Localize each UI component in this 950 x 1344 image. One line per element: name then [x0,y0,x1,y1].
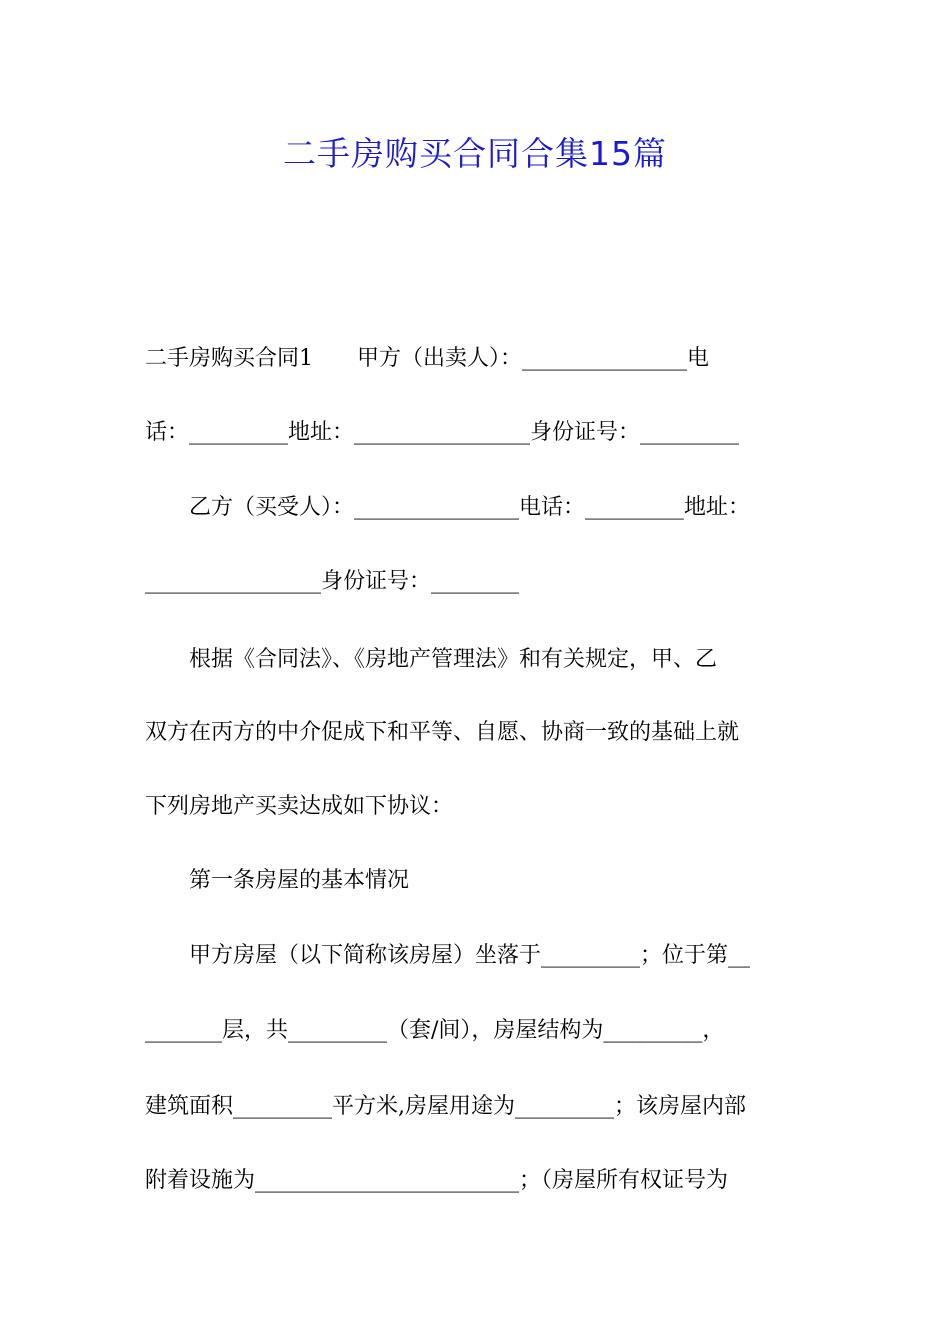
document-title: 二手房购买合同合集15篇 [283,134,667,173]
text-line-9: 甲方房屋（以下简称该房屋）坐落于_________；位于第__ [145,943,751,968]
text-line-11: 建筑面积_________平方米,房屋用途为_________；该房屋内部 [145,1094,746,1119]
text-line-1: 二手房购买合同1 甲方（出卖人）：_______________电 [145,346,709,371]
text-line-2: 话：_________地址：________________身份证号：_________ [145,420,740,445]
text-line-4: ________________身份证号：________ [145,569,520,594]
text-line-8: 第一条房屋的基本情况 [145,868,410,893]
text-line-12: 附着设施为________________________；（房屋所有权证号为 [145,1168,729,1193]
text-line-5: 根据《合同法》、《房地产管理法》和有关规定，甲、乙 [145,647,718,672]
text-line-10: _______层，共_________（套/间），房屋结构为_________， [145,1018,725,1043]
text-line-7: 下列房地产买卖达成如下协议： [145,794,454,819]
text-line-3: 乙方（买受人）：_______________电话：_________地址： [145,495,751,520]
text-line-6: 双方在丙方的中介促成下和平等、自愿、协商一致的基础上就 [145,720,740,745]
